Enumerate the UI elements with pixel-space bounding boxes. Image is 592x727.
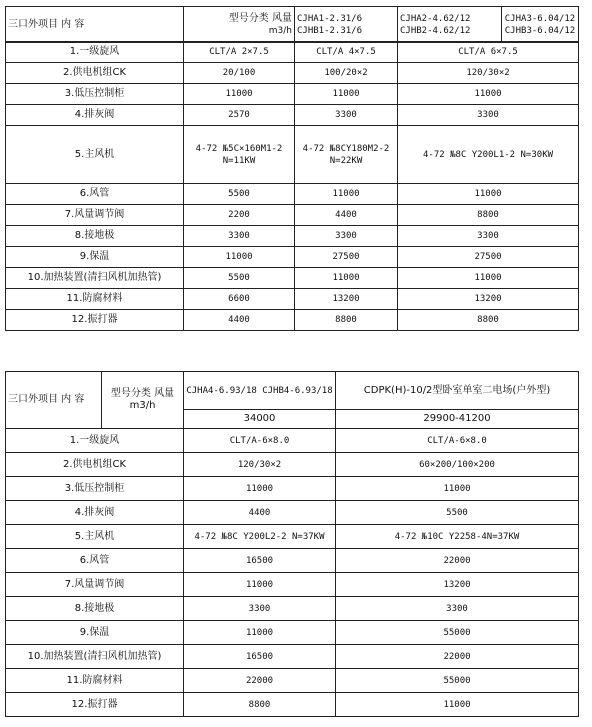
- row-item-label: 11.防腐材料: [6, 669, 184, 693]
- row-item-label: 1.一级旋风: [6, 429, 184, 453]
- table-row: [6, 84, 579, 105]
- row-value: 11000: [398, 268, 579, 289]
- row-value: 3300: [295, 226, 398, 247]
- row-value: 11000: [184, 477, 336, 501]
- row-value: 4-72 №8C Y200L1-2 N=30KW: [398, 126, 579, 184]
- row-value: 55000: [336, 621, 579, 645]
- row-value: 4-72 №10C Y2258-4N=37KW: [336, 525, 579, 549]
- row-value: CLT/A 6×7.5: [398, 42, 579, 63]
- row-value: 11000: [398, 184, 579, 205]
- table-row: [6, 597, 579, 621]
- row-value: 20/100: [184, 63, 295, 84]
- row-value: 22000: [336, 645, 579, 669]
- table-row: [6, 63, 579, 84]
- row-item-label: 11.防腐材料: [6, 289, 184, 310]
- row-value: 4-72 №5C×160M1-2 N=11KW: [184, 126, 295, 184]
- row-value: 11000: [184, 84, 295, 105]
- header-model-cdpk: CDPK(H)-10/2型卧室单室二电场(户外型): [336, 372, 579, 410]
- row-value: 3300: [184, 226, 295, 247]
- row-value: 27500: [398, 247, 579, 268]
- table-row: [6, 621, 579, 645]
- row-value: 2200: [184, 205, 295, 226]
- row-value: 8800: [398, 310, 579, 331]
- table-row: [6, 184, 579, 205]
- row-value: 120/30×2: [184, 453, 336, 477]
- row-value: 4-72 №8CY180M2-2 N=22KW: [295, 126, 398, 184]
- table-row: [6, 429, 579, 453]
- row-item-label: 10.加热装置(清扫风机加热管): [6, 645, 184, 669]
- header-model-airflow: 型号分类 风量 m3/h: [102, 372, 184, 429]
- row-value: 13200: [295, 289, 398, 310]
- row-item-label: 9.保温: [6, 621, 184, 645]
- row-value: 55000: [336, 669, 579, 693]
- row-value: 120/30×2: [398, 63, 579, 84]
- row-value: 4400: [184, 501, 336, 525]
- header-model-a3: [502, 7, 578, 42]
- table-row: [6, 126, 579, 184]
- equipment-table-1: [5, 6, 579, 43]
- row-value: CLT/A-6×8.0: [184, 429, 336, 453]
- row-value: 11000: [295, 184, 398, 205]
- row-value: 8800: [398, 205, 579, 226]
- row-value: 13200: [398, 289, 579, 310]
- row-value: 5500: [336, 501, 579, 525]
- row-value: 4400: [295, 205, 398, 226]
- table-row: [6, 247, 579, 268]
- row-value: 6600: [184, 289, 295, 310]
- table-row: [6, 669, 579, 693]
- row-value: 8800: [184, 693, 336, 717]
- table-row: [6, 573, 579, 597]
- model-name: CJHB1-2.31/6: [297, 25, 363, 36]
- header-model-airflow: [184, 7, 295, 43]
- table-row: [6, 477, 579, 501]
- model-name: CJHB2-4.62/12: [400, 25, 471, 36]
- row-item-label: 2.供电机组CK: [6, 453, 184, 477]
- row-item-label: 12.振打器: [6, 693, 184, 717]
- row-value: 11000: [336, 693, 579, 717]
- table-row: [6, 501, 579, 525]
- row-item-label: 3.低压控制柜: [6, 477, 184, 501]
- header-airflow-unit: m3/h: [268, 25, 292, 36]
- row-value: 60×200/100×200: [336, 453, 579, 477]
- table-row: [6, 268, 579, 289]
- table-row: [6, 525, 579, 549]
- row-value: 13200: [336, 573, 579, 597]
- header-model-a2: [398, 7, 502, 42]
- row-value: 11000: [398, 84, 579, 105]
- row-value: 27500: [295, 247, 398, 268]
- row-item-label: 5.主风机: [6, 126, 184, 184]
- equipment-table-1-body: [5, 41, 579, 331]
- row-value: 16500: [184, 645, 336, 669]
- table-header-row: [6, 7, 579, 43]
- row-value: 22000: [336, 549, 579, 573]
- row-value: 4400: [184, 310, 295, 331]
- row-value: CLT/A-6×8.0: [336, 429, 579, 453]
- row-item-label: 7.风量调节阀: [6, 573, 184, 597]
- row-value: 8800: [295, 310, 398, 331]
- row-value: CLT/A 4×7.5: [295, 42, 398, 63]
- table-header-row: [6, 372, 579, 410]
- row-value: 11000: [295, 268, 398, 289]
- table-row: [6, 693, 579, 717]
- row-item-label: 5.主风机: [6, 525, 184, 549]
- airflow-value: 34000: [184, 410, 336, 429]
- equipment-table-2: [5, 371, 579, 717]
- table-row: [6, 645, 579, 669]
- header-model-a4: CJHA4-6.93/18 CJHB4-6.93/18: [184, 372, 336, 410]
- row-item-label: 9.保温: [6, 247, 184, 268]
- row-value: 3300: [295, 105, 398, 126]
- row-item-label: 6.风管: [6, 549, 184, 573]
- row-value: 22000: [184, 669, 336, 693]
- model-name: CJHA3-6.04/12 CJHB3-6.04/12: [504, 13, 576, 36]
- table-row: [6, 453, 579, 477]
- table-row: [6, 310, 579, 331]
- table-row: [6, 42, 579, 63]
- row-item-label: 2.供电机组CK: [6, 63, 184, 84]
- table-row: [6, 289, 579, 310]
- row-value: 11000: [336, 477, 579, 501]
- row-item-label: 7.风量调节阀: [6, 205, 184, 226]
- table-row: [6, 105, 579, 126]
- row-item-label: 1.一级旋风: [6, 42, 184, 63]
- row-value: 11000: [184, 621, 336, 645]
- row-value: 11000: [184, 247, 295, 268]
- row-value: 3300: [336, 597, 579, 621]
- row-value: 11000: [295, 84, 398, 105]
- row-item-label: 12.振打器: [6, 310, 184, 331]
- row-item-label: 6.风管: [6, 184, 184, 205]
- row-value: 3300: [398, 226, 579, 247]
- airflow-value: 29900-41200: [336, 410, 579, 429]
- row-value: 100/20×2: [295, 63, 398, 84]
- row-value: 5500: [184, 268, 295, 289]
- header-item-content: 三口外项目 内 容: [6, 7, 184, 43]
- row-value: 16500: [184, 549, 336, 573]
- row-value: 3300: [398, 105, 579, 126]
- row-item-label: 4.排灰阀: [6, 105, 184, 126]
- row-item-label: 4.排灰阀: [6, 501, 184, 525]
- header-model-label: 型号分类 风量: [228, 12, 292, 24]
- row-item-label: 8.接地极: [6, 597, 184, 621]
- row-value: 4-72 №8C Y200L2-2 N=37KW: [184, 525, 336, 549]
- table-row: [6, 205, 579, 226]
- row-item-label: 10.加热装置(清扫风机加热管): [6, 268, 184, 289]
- row-value: 3300: [184, 597, 336, 621]
- table-row: [6, 549, 579, 573]
- header-model-a1: [295, 7, 398, 43]
- header-model-a2a3: [398, 7, 579, 43]
- row-item-label: 3.低压控制柜: [6, 84, 184, 105]
- header-item-content: 三口外项目 内 容: [6, 372, 102, 429]
- model-name: CJHA2-4.62/12: [400, 13, 471, 24]
- table-row: [6, 226, 579, 247]
- row-value: 2570: [184, 105, 295, 126]
- row-value: CLT/A 2×7.5: [184, 42, 295, 63]
- model-name: CJHA1-2.31/6: [297, 13, 363, 24]
- row-item-label: 8.接地极: [6, 226, 184, 247]
- row-value: 11000: [184, 573, 336, 597]
- row-value: 5500: [184, 184, 295, 205]
